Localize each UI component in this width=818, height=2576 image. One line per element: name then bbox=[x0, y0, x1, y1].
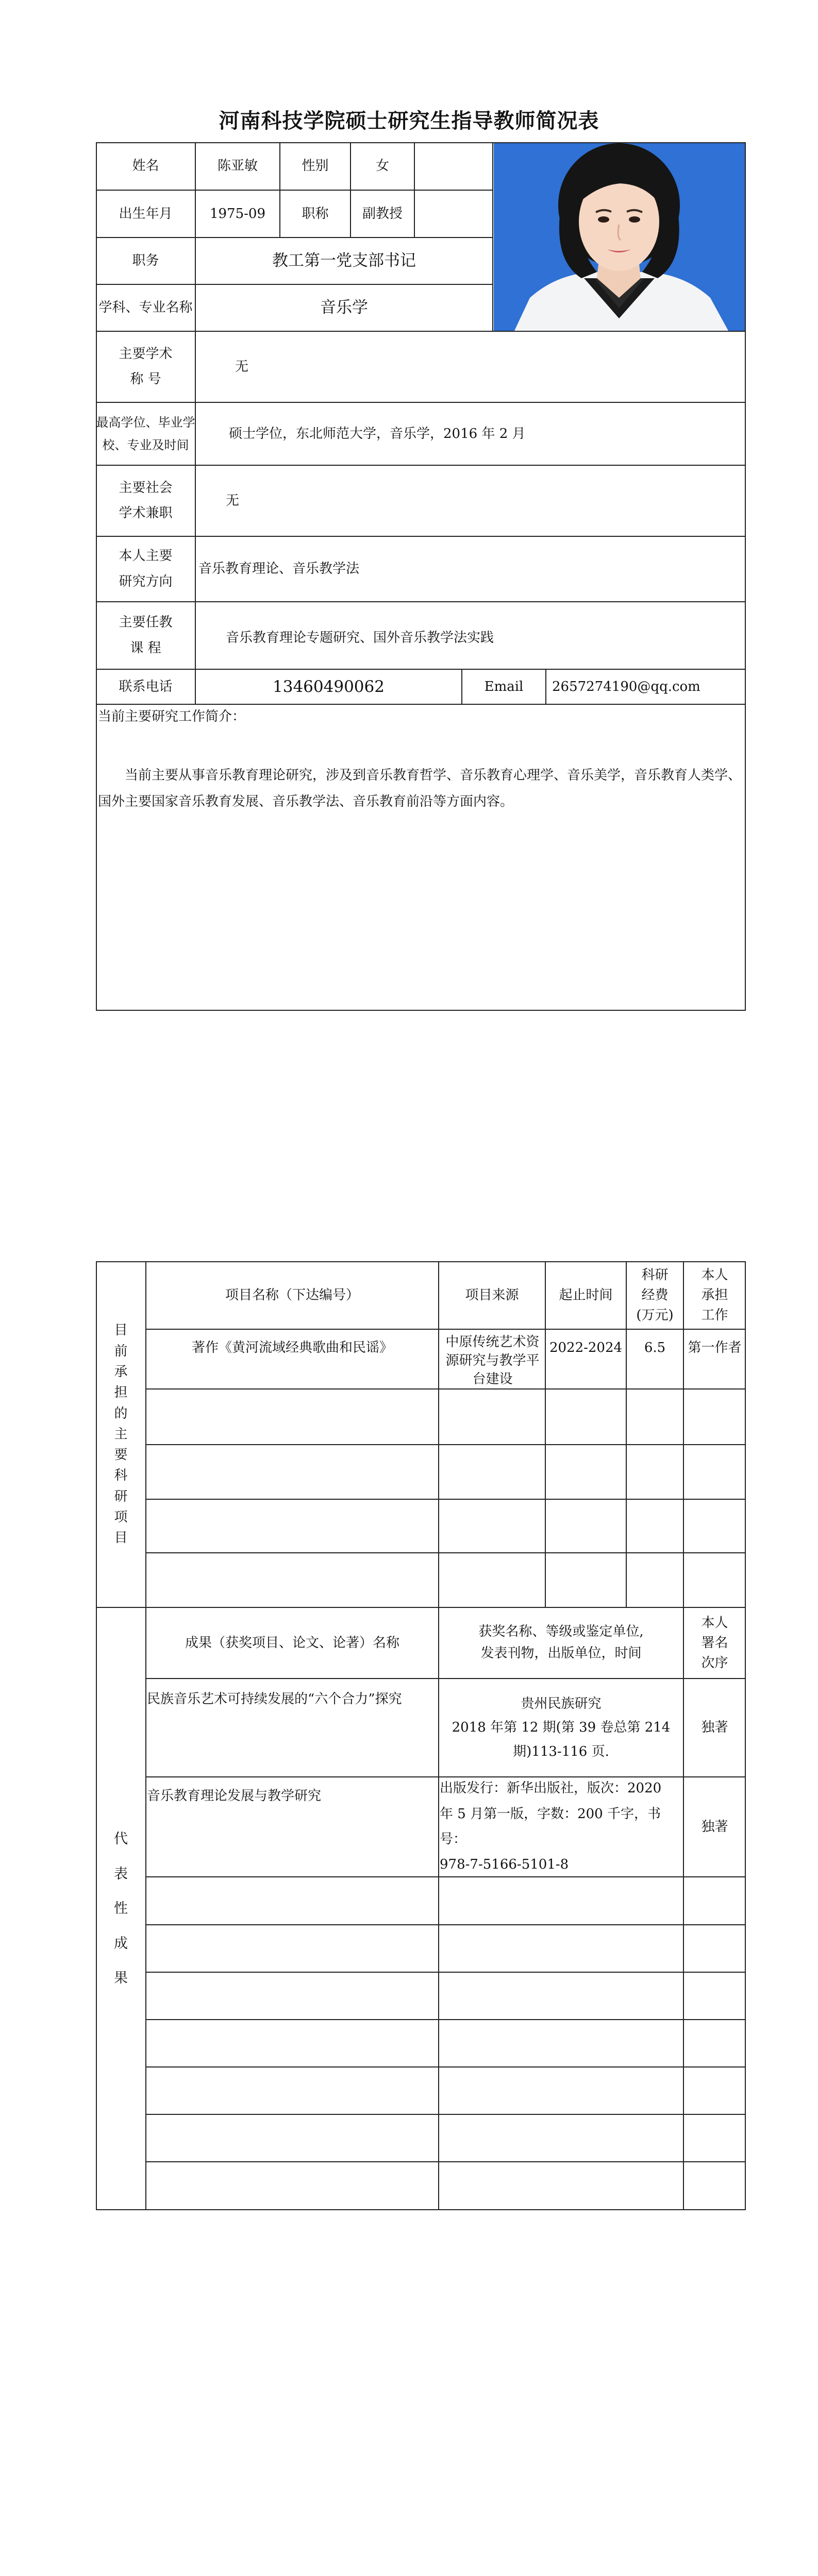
project-period: 2022-2024 bbox=[549, 1340, 623, 1355]
research-label-line2: 研究方向 bbox=[119, 573, 173, 589]
academic-label bbox=[96, 331, 195, 402]
achievements-label-char: 果 bbox=[114, 1970, 128, 1987]
achievement-name: 音乐教育理论发展与教学研究 bbox=[147, 1788, 322, 1804]
project-role: 第一作者 bbox=[688, 1340, 742, 1355]
projects-header-fund bbox=[626, 1261, 683, 1329]
profile-grid bbox=[96, 142, 746, 1011]
project-source: 中原传统艺术资源研究与教学平台建设 bbox=[445, 1334, 540, 1387]
project-name: 著作《黄河流域经典歌曲和民谣》 bbox=[191, 1340, 393, 1355]
achievement-name: 民族音乐艺术可持续发展的“六个合力”探究 bbox=[147, 1691, 402, 1707]
name-value: 陈亚敏 bbox=[217, 158, 258, 174]
role-header-line2: 承担 bbox=[701, 1287, 728, 1303]
fund-header-line2: 经费 bbox=[641, 1287, 669, 1303]
achievement-pub-line: 978-7-5166-5101-8 bbox=[440, 1857, 569, 1873]
research-label-line1: 本人主要 bbox=[119, 548, 173, 564]
social-label-line1: 主要社会 bbox=[119, 480, 173, 496]
achievement-pub-line: 贵州民族研究 bbox=[521, 1696, 602, 1712]
achievement-pub-line: 出版发行：新华出版社，版次：2020 bbox=[440, 1781, 662, 1797]
projects-label-char: 研 bbox=[114, 1488, 128, 1504]
page-title: 河南科技学院硕士研究生指导教师简况表 bbox=[219, 109, 599, 133]
courses-value: 音乐教育理论专题研究、国外音乐教学法实践 bbox=[226, 630, 494, 646]
sign-header-line2: 署名 bbox=[701, 1635, 728, 1651]
birth-value: 1975-09 bbox=[209, 206, 266, 222]
projects-header-period: 起止时间 bbox=[559, 1287, 613, 1303]
fund-header-line3: (万元) bbox=[636, 1307, 674, 1323]
award-header-line1: 获奖名称、等级或鉴定单位, bbox=[478, 1624, 644, 1640]
education-value: 硕士学位，东北师范大学，音乐学，2016 年 2 月 bbox=[229, 426, 526, 442]
name-label: 姓名 bbox=[132, 158, 159, 174]
social-label bbox=[96, 465, 195, 536]
position-value: 教工第一党支部书记 bbox=[272, 251, 416, 270]
phone-value: 13460490062 bbox=[273, 677, 385, 696]
achievement-pub-line: 期)113-116 页. bbox=[513, 1743, 609, 1759]
email-label: Email bbox=[484, 679, 524, 694]
achievement-pub-line: 2018 年第 12 期(第 39 卷总第 214 bbox=[452, 1720, 671, 1736]
gender-label: 性别 bbox=[302, 158, 329, 174]
projects-header-name: 项目名称（下达编号） bbox=[225, 1287, 359, 1303]
research-label bbox=[96, 536, 195, 602]
achievements-label-char: 性 bbox=[114, 1901, 128, 1917]
education-label-line2: 校、专业及时间 bbox=[102, 438, 189, 452]
project-fund: 6.5 bbox=[644, 1340, 666, 1355]
courses-label-line2: 课 程 bbox=[130, 640, 161, 656]
social-label-line2: 学术兼职 bbox=[119, 505, 173, 521]
achievements-label-char: 代 bbox=[114, 1831, 128, 1848]
intro-label: 当前主要研究工作简介： bbox=[98, 709, 246, 724]
achievements-label-char: 表 bbox=[114, 1866, 128, 1882]
education-label-line1: 最高学位、毕业学 bbox=[96, 415, 195, 430]
projects-label-char: 承 bbox=[114, 1364, 128, 1380]
email-value: 2657274190@qq.com bbox=[552, 679, 700, 694]
achievement-pub-line: 年 5 月第一版，字数：200 千字，书号： bbox=[440, 1806, 661, 1847]
position-label: 职务 bbox=[132, 253, 159, 268]
research-value: 音乐教育理论、音乐教学法 bbox=[198, 561, 360, 577]
achievements-header-name: 成果（获奖项目、论文、论著）名称 bbox=[185, 1635, 399, 1651]
projects-label-char: 主 bbox=[114, 1426, 128, 1442]
achievement-role: 独著 bbox=[701, 1720, 728, 1735]
academic-value: 无 bbox=[235, 359, 249, 375]
rank-value: 副教授 bbox=[362, 206, 403, 222]
achievements-header-award bbox=[439, 1607, 683, 1679]
projects-label-char: 目 bbox=[114, 1530, 128, 1546]
discipline-value: 音乐学 bbox=[320, 298, 368, 317]
award-header-line2: 发表刊物，出版单位，时间 bbox=[480, 1646, 642, 1661]
projects-label-char: 目 bbox=[114, 1323, 128, 1338]
education-label bbox=[96, 402, 195, 465]
sign-header-line1: 本人 bbox=[701, 1615, 728, 1631]
projects-label-char: 前 bbox=[114, 1343, 128, 1359]
teacher-photo bbox=[494, 143, 745, 331]
discipline-label: 学科、专业名称 bbox=[98, 300, 193, 315]
gender-value: 女 bbox=[375, 158, 389, 174]
achievements-header-role bbox=[683, 1607, 746, 1679]
academic-label-line2: 称 号 bbox=[130, 371, 161, 387]
projects-header-source: 项目来源 bbox=[465, 1287, 519, 1303]
courses-label-line1: 主要任教 bbox=[119, 615, 173, 631]
projects-label-char: 担 bbox=[114, 1385, 128, 1401]
phone-label: 联系电话 bbox=[119, 679, 173, 694]
research-grid bbox=[96, 1261, 746, 2210]
role-header-line3: 工作 bbox=[701, 1307, 728, 1323]
achievements-section-label bbox=[96, 1607, 146, 2210]
social-value: 无 bbox=[226, 493, 240, 509]
achievement-pub bbox=[439, 1679, 683, 1777]
portrait-image bbox=[494, 143, 745, 331]
achievement-role: 独著 bbox=[701, 1819, 728, 1835]
rank-label: 职称 bbox=[302, 206, 329, 222]
sign-header-line3: 次序 bbox=[701, 1655, 728, 1671]
projects-label-char: 项 bbox=[114, 1510, 128, 1526]
fund-header-line1: 科研 bbox=[641, 1267, 669, 1283]
birth-label: 出生年月 bbox=[119, 206, 173, 222]
achievement-pub bbox=[440, 1777, 682, 1877]
projects-label-char: 要 bbox=[114, 1447, 128, 1463]
achievements-label-char: 成 bbox=[114, 1935, 128, 1952]
courses-label bbox=[96, 602, 195, 669]
projects-section-label bbox=[96, 1261, 146, 1607]
intro-text: 当前主要从事音乐教育理论研究，涉及到音乐教育哲学、音乐教育心理学、音乐美学，音乐教育人类学、国外主要国家音乐教育发展、音乐教学法、音乐教育前沿等方面内容。 bbox=[98, 768, 742, 809]
academic-label-line1: 主要学术 bbox=[119, 346, 173, 362]
projects-label-char: 科 bbox=[114, 1468, 128, 1484]
role-header-line1: 本人 bbox=[701, 1267, 728, 1283]
projects-label-char: 的 bbox=[114, 1405, 128, 1421]
projects-header-role bbox=[683, 1261, 746, 1329]
